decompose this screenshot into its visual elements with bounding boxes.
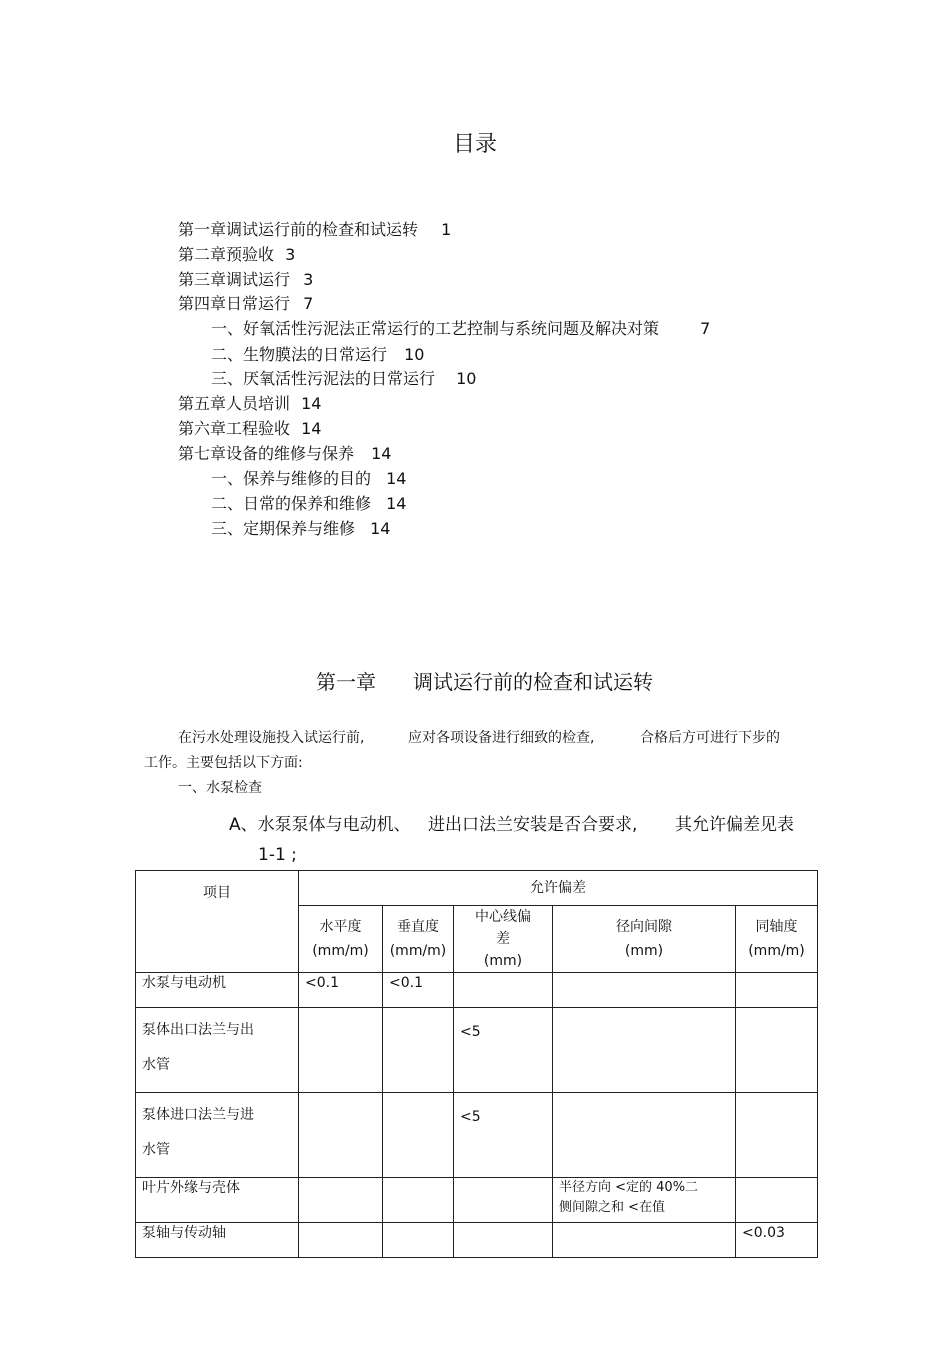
toc-entry[interactable] (178, 270, 313, 290)
toc-subentry[interactable] (211, 494, 406, 514)
cell-value (736, 1093, 818, 1178)
toc-subentry[interactable] (211, 369, 476, 389)
cell-value (553, 973, 736, 1008)
toc-entry-page: 10 (456, 369, 477, 388)
toc-subentry[interactable] (211, 469, 406, 489)
chapter-number: 第一章 (316, 670, 376, 694)
cell-value (553, 1008, 736, 1093)
item-a-line: 1-1 ; (258, 845, 297, 865)
subheader-verticality (383, 906, 454, 973)
subheader-label: 径向间隙 (616, 919, 672, 935)
toc-entry-page: 14 (301, 394, 322, 413)
cell-value (736, 973, 818, 1008)
cell-value (383, 1008, 454, 1093)
row-item (136, 1008, 299, 1093)
table-row (136, 1223, 818, 1258)
row-item (136, 1093, 299, 1178)
toc-entry[interactable] (178, 419, 321, 439)
cell-value (383, 1223, 454, 1258)
toc-entry[interactable] (178, 444, 391, 464)
subheader-unit: (mm/m) (312, 943, 369, 959)
toc-entry[interactable] (178, 294, 313, 314)
cell-value: <0.1 (299, 973, 383, 1008)
toc-entry-text: 一、好氧活性污泥法正常运行的工艺控制与系统问题及解决对策 (211, 319, 660, 338)
subheader-label: 垂直度 (397, 919, 439, 935)
table-row (136, 1093, 818, 1178)
cell-value (299, 1178, 383, 1223)
toc-entry-page: 10 (404, 345, 425, 364)
table-header-row (136, 871, 818, 906)
toc-entry-text: 第七章设备的维修与保养 (178, 444, 355, 463)
toc-entry-page: 1 (441, 220, 452, 239)
subheader-radial-clearance (553, 906, 736, 973)
toc-entry[interactable] (178, 220, 451, 240)
subheader-unit: (mm/m) (389, 943, 447, 959)
subheader-unit: (mm/m) (748, 943, 805, 959)
tolerance-table (135, 870, 818, 1258)
toc-entry[interactable] (178, 394, 321, 414)
item-a-part: A、水泵泵体与电动机、 (229, 815, 411, 835)
cell-value (454, 1223, 553, 1258)
toc-entry-text: 第六章工程验收 (178, 419, 291, 438)
paragraph-part: 合格后方可进行下步的 (640, 730, 780, 746)
toc-entry-text: 一、保养与维修的目的 (211, 469, 372, 488)
toc-entry-page: 14 (371, 444, 392, 463)
cell-value (454, 1178, 553, 1223)
toc-entry-page: 3 (303, 270, 314, 289)
table-row (136, 973, 818, 1008)
subheader-coaxiality (736, 906, 818, 973)
subheader-label: 差 (496, 931, 510, 947)
cell-value: <0.03 (736, 1223, 818, 1258)
header-allowance: 允许偏差 (299, 871, 818, 906)
toc-entry-text: 三、定期保养与维修 (211, 519, 356, 538)
subheader-unit: (mm) (624, 943, 664, 959)
toc-entry-page: 3 (285, 245, 296, 264)
toc-entry-page: 14 (301, 419, 322, 438)
cell-value (454, 973, 553, 1008)
row-item-line: 水管 (142, 1057, 170, 1073)
subheader-unit: (mm) (483, 953, 523, 969)
toc-subentry[interactable] (211, 345, 424, 365)
cell-value: <5 (454, 1093, 553, 1178)
paragraph-part: 在污水处理设施投入试运行前, (178, 730, 365, 746)
subheader-label: 同轴度 (755, 919, 798, 935)
chapter-title: 调试运行前的检查和试运转 (413, 670, 653, 694)
toc-entry-page: 14 (386, 469, 407, 488)
subheader-label: 水平度 (319, 919, 362, 935)
toc-entry-page: 14 (370, 519, 391, 538)
toc-entry-page: 14 (386, 494, 407, 513)
cell-value (383, 1178, 454, 1223)
toc-title: 目录 (452, 132, 497, 157)
cell-value (299, 1008, 383, 1093)
item-a-part: 其允许偏差见表 (675, 815, 794, 835)
toc-entry-text: 二、生物膜法的日常运行 (211, 345, 388, 364)
item-a-part: 进出口法兰安装是否合要求, (428, 815, 638, 835)
row-item: 泵轴与传动轴 (136, 1223, 299, 1258)
toc-entry-text: 三、厌氧活性污泥法的日常运行 (211, 369, 436, 388)
header-item: 项目 (136, 871, 299, 973)
row-item-line: 水管 (142, 1142, 170, 1158)
paragraph-part: 应对各项设备进行细致的检查, (408, 730, 595, 746)
toc-entry-text: 第一章调试运行前的检查和试运转 (178, 220, 419, 239)
toc-entry-text: 第四章日常运行 (178, 294, 291, 313)
section-heading: 一、水泵检查 (178, 780, 262, 796)
toc-entry-text: 第二章预验收 (178, 245, 275, 264)
cell-value (553, 1093, 736, 1178)
cell-value (553, 1178, 736, 1223)
toc-entry[interactable] (178, 245, 295, 265)
cell-value (383, 1093, 454, 1178)
cell-value (553, 1223, 736, 1258)
toc-entry-page: 7 (700, 319, 711, 338)
toc-entry-text: 二、日常的保养和维修 (211, 494, 372, 513)
toc-entry-page: 7 (303, 294, 314, 313)
paragraph-line: 工作。主要包括以下方面: (144, 755, 303, 771)
toc-subentry[interactable] (211, 519, 390, 539)
cell-value (736, 1178, 818, 1223)
subheader-centerline (454, 906, 553, 973)
cell-value (736, 1008, 818, 1093)
cell-value (299, 1093, 383, 1178)
cell-value (299, 1223, 383, 1258)
toc-subentry[interactable] (211, 319, 710, 339)
cell-value: <5 (454, 1008, 553, 1093)
subheader-label: 中心线偏 (475, 909, 531, 925)
table-row (136, 1008, 818, 1093)
cell-value: <0.1 (383, 973, 454, 1008)
row-item-line: 泵体出口法兰与出 (142, 1022, 254, 1038)
row-item: 水泵与电动机 (136, 973, 299, 1008)
cell-line: 侧间隙之和 <在值 (559, 1200, 666, 1215)
toc-entry-text: 第五章人员培训 (178, 394, 291, 413)
row-item: 叶片外缘与壳体 (136, 1178, 299, 1223)
row-item-line: 泵体进口法兰与进 (142, 1107, 254, 1123)
cell-line: 半径方向 <定的 40%二 (559, 1180, 699, 1195)
subheader-levelness (299, 906, 383, 973)
table-row (136, 1178, 818, 1223)
toc-entry-text: 第三章调试运行 (178, 270, 291, 289)
